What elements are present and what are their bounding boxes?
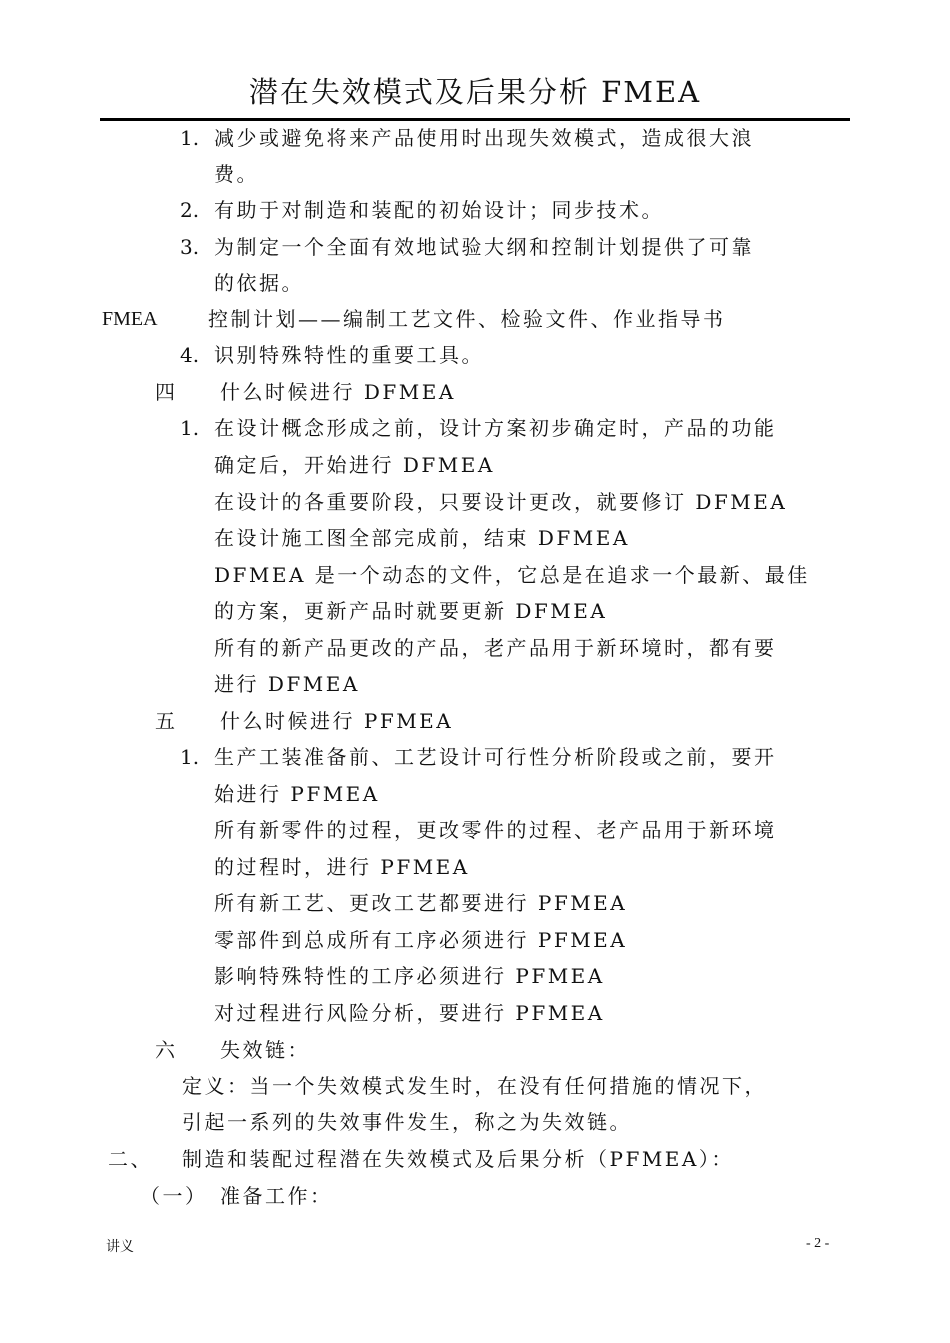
footer-left-label: 讲义 xyxy=(106,1239,134,1255)
text-line: 进行 DFMEA xyxy=(214,672,360,696)
text-line: 有助于对制造和装配的初始设计；同步技术。 xyxy=(214,198,664,222)
item-number: 1. xyxy=(180,126,200,150)
text-line: 确定后，开始进行 DFMEA xyxy=(214,453,495,477)
text-line: 对过程进行风险分析，要进行 PFMEA xyxy=(214,1001,605,1025)
section-title: 失效链： xyxy=(220,1038,310,1062)
text-line: 减少或避免将来产品使用时出现失效模式，造成很大浪 xyxy=(214,126,754,150)
section-label: 五 xyxy=(155,709,178,733)
text-line: DFMEA 是一个动态的文件，它总是在追求一个最新、最佳 xyxy=(214,563,810,587)
text-line: 费。 xyxy=(214,162,259,186)
text-line: 生产工装准备前、工艺设计可行性分析阶段或之前，要开 xyxy=(214,745,777,769)
item-number: 1. xyxy=(180,745,200,769)
item-number: 1. xyxy=(180,416,200,440)
subsection-title: 准备工作： xyxy=(220,1184,333,1208)
section-title: 什么时候进行 PFMEA xyxy=(220,709,454,733)
text-line: 控制计划——编制工艺文件、检验文件、作业指导书 xyxy=(208,307,726,331)
page-number: - 2 - xyxy=(806,1236,830,1251)
text-line: 所有的新产品更改的产品，老产品用于新环境时，都有要 xyxy=(214,636,777,660)
text-line: 的依据。 xyxy=(214,271,304,295)
section-label: 六 xyxy=(155,1038,178,1062)
page-title: 潜在失效模式及后果分析 FMEA xyxy=(248,75,702,109)
section-title: 什么时候进行 DFMEA xyxy=(220,380,456,404)
chapter-label: 二、 xyxy=(108,1147,153,1171)
text-line: 为制定一个全面有效地试验大纲和控制计划提供了可靠 xyxy=(214,235,754,259)
text-line: 的方案，更新产品时就要更新 DFMEA xyxy=(214,599,608,623)
text-line: 在设计的各重要阶段，只要设计更改，就要修订 DFMEA xyxy=(214,490,788,514)
subsection-label: （一） xyxy=(140,1184,208,1208)
text-line: 影响特殊特性的工序必须进行 PFMEA xyxy=(214,964,605,988)
text-line: 在设计施工图全部完成前，结束 DFMEA xyxy=(214,526,630,550)
fmea-prefix: FMEA xyxy=(102,308,158,330)
item-number: 3. xyxy=(180,235,200,259)
text-line: 的过程时，进行 PFMEA xyxy=(214,855,470,879)
header-rule xyxy=(100,118,850,121)
text-line: 零部件到总成所有工序必须进行 PFMEA xyxy=(214,928,628,952)
chapter-title: 制造和装配过程潜在失效模式及后果分析（PFMEA）： xyxy=(182,1147,734,1171)
text-line: 定义：当一个失效模式发生时，在没有任何措施的情况下， xyxy=(182,1074,767,1098)
item-number: 2. xyxy=(180,198,200,222)
text-line: 所有新零件的过程，更改零件的过程、老产品用于新环境 xyxy=(214,818,777,842)
item-number: 4. xyxy=(180,343,200,367)
text-line: 在设计概念形成之前，设计方案初步确定时，产品的功能 xyxy=(214,416,777,440)
section-label: 四 xyxy=(155,380,178,404)
text-line: 始进行 PFMEA xyxy=(214,782,380,806)
text-line: 引起一系列的失效事件发生，称之为失效链。 xyxy=(182,1110,632,1134)
text-line: 所有新工艺、更改工艺都要进行 PFMEA xyxy=(214,891,628,915)
text-line: 识别特殊特性的重要工具。 xyxy=(214,343,484,367)
